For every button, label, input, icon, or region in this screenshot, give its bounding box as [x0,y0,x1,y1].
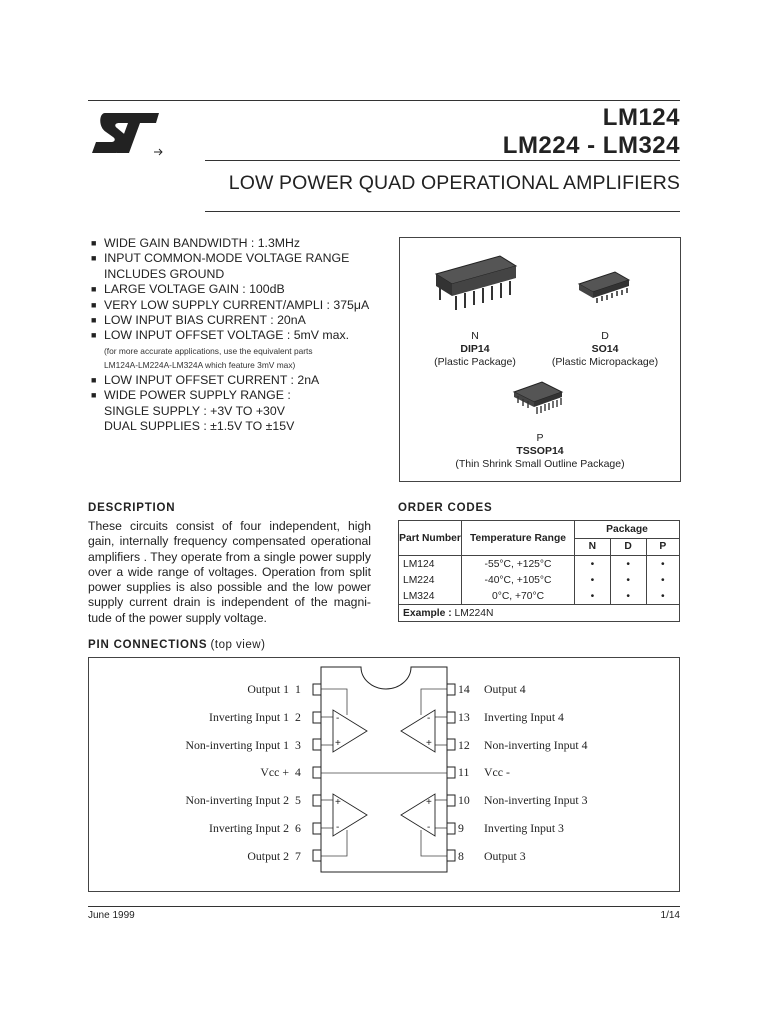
col-part-number: Part Number [399,521,462,556]
package-label-p [440,432,640,471]
package-code: N [471,330,479,342]
order-cell-part: LM224 [399,572,462,588]
col-pkg-p: P [646,538,679,556]
pin-label-left: Output 1 [247,682,289,696]
feature-item [91,373,381,388]
pin-label-right: Output 4 [484,682,526,696]
feature-text: WIDE GAIN BANDWIDTH : 1.3MHz [104,236,301,250]
pin-label-left: Vcc + [260,765,289,780]
pin-heading-note: (top view) [210,639,266,651]
description-text: These circuits consist of four independent, high gain, internally frequency compensated operational amplifiers . They operate from a single power supply over a wide range of voltages. Operation from split power supplies is also possible and the low power supply current drain is independent of the magni-tude of the power supply voltage. [88,519,371,625]
order-cell-temp: -55°C, +125°C [462,556,575,573]
bullet-icon: ■ [91,330,97,341]
order-cell-n: • [575,588,611,605]
feature-item [91,298,381,313]
pin-label-right: Inverting Input 3 [484,821,564,835]
feature-item [91,251,381,282]
pin-number-left: 5 [295,793,301,808]
svg-text:-: - [336,822,340,833]
svg-text:+: + [426,738,432,749]
order-row [399,588,680,605]
pin-number-right: 10 [458,793,470,808]
tssop14-package-image [510,378,570,420]
feature-note: LM124A-LM224A-LM324A which feature 3mV max) [104,360,296,371]
example-label: Example : [403,607,452,619]
svg-text:+: + [335,738,341,749]
order-cell-part: LM324 [399,588,462,605]
pin-number-left: 3 [295,737,301,752]
top-rule [88,100,680,101]
feature-text: WIDE POWER SUPPLY RANGE : [104,388,291,403]
svg-text:-: - [427,822,431,833]
pin-connections-heading [88,639,265,651]
col-temperature-range: Temperature Range [462,521,575,556]
package-label-d [545,330,665,369]
col-package: Package [575,521,680,539]
order-cell-p: • [646,556,679,573]
pin-number-left: 6 [295,821,301,835]
order-cell-n: • [575,572,611,588]
feature-text: INPUT COMMON-MODE VOLTAGE RANGE [104,251,350,266]
pin-number-left: 7 [295,848,301,863]
feature-item [91,282,381,297]
example-row [399,605,680,622]
bullet-icon: ■ [91,299,97,310]
bullet-icon: ■ [91,238,97,248]
feature-item [91,313,381,328]
package-box [399,237,681,482]
pin-label-left: Inverting Input 1 [209,709,289,724]
order-cell-d: • [610,556,646,573]
example-value: LM224N [454,607,494,619]
order-cell-p: • [646,588,679,605]
pin-label-left: Output 2 [247,848,289,863]
order-cell-d: • [610,572,646,588]
feature-text: LOW INPUT BIAS CURRENT : 20nA [104,313,306,328]
pin-label-right: Output 3 [484,848,526,863]
svg-text:+: + [335,797,341,808]
so14-package-image [575,268,635,308]
footer-rule [88,906,680,907]
pin-number-left: 4 [295,765,301,780]
pin-number-right: 12 [458,737,470,752]
package-name: DIP14 [460,343,490,355]
package-code: P [536,432,544,444]
pin-number-left: 1 [295,682,301,696]
bullet-icon: ■ [91,284,97,295]
footer-page-number: 1/14 [660,910,680,921]
feature-text: LARGE VOLTAGE GAIN : 100dB [104,282,285,297]
feature-item [91,388,381,434]
package-desc: (Plastic Micropackage) [551,356,659,368]
feature-item [91,328,381,372]
pin-label-left: Non-inverting Input 2 [185,793,289,808]
description-heading: DESCRIPTION [88,502,176,514]
bullet-icon: ■ [91,390,97,401]
bullet-icon: ■ [91,253,97,264]
order-row [399,572,680,588]
pin-label-right: Non-inverting Input 4 [484,737,588,752]
pin-label-left: Inverting Input 2 [209,821,289,835]
order-cell-d: • [610,588,646,605]
subtitle-rule [205,211,680,212]
feature-text: LOW INPUT OFFSET CURRENT : 2nA [104,372,320,387]
feature-note: (for more accurate applications, use the equivalent parts [104,345,313,356]
st-logo [89,109,169,164]
pin-number-right: 11 [458,765,470,780]
pin-label-right: Non-inverting Input 3 [484,793,588,808]
svg-text:-: - [427,713,431,724]
document-subtitle: LOW POWER QUAD OPERATIONAL AMPLIFIERS [228,172,680,194]
order-cell-temp: -40°C, +105°C [462,572,575,588]
dip14-package-image [430,252,520,322]
features-list [91,236,381,434]
feature-item [91,236,381,251]
bullet-icon: ■ [91,315,97,326]
feature-continuation: DUAL SUPPLIES : ±1.5V TO ±15V [104,419,295,434]
pin-heading-text: PIN CONNECTIONS [88,639,208,651]
package-name: SO14 [591,343,619,355]
col-pkg-d: D [610,538,646,556]
feature-continuation: INCLUDES GROUND [104,266,225,281]
pin-number-right: 8 [458,848,464,863]
feature-text: LOW INPUT OFFSET VOLTAGE : 5mV max. [104,328,350,343]
order-codes-table [398,520,680,622]
part-number-title-1: LM124 [602,104,680,131]
order-row [399,556,680,573]
pin-number-right: 13 [458,709,470,724]
order-cell-p: • [646,572,679,588]
svg-text:-: - [336,713,340,724]
pin-label-left: Non-inverting Input 1 [185,737,289,752]
col-pkg-n: N [575,538,611,556]
ic-pinout-diagram [89,658,679,891]
order-cell-part: LM124 [399,556,462,573]
order-cell-n: • [575,556,611,573]
package-desc: (Thin Shrink Small Outline Package) [455,458,625,470]
pin-number-right: 14 [458,682,470,696]
footer-date: June 1999 [88,910,135,921]
pin-number-right: 9 [458,821,464,835]
feature-text: VERY LOW SUPPLY CURRENT/AMPLI : 375μA [104,297,370,312]
svg-text:+: + [426,797,432,808]
feature-continuation: SINGLE SUPPLY : +3V TO +30V [104,403,285,418]
package-desc: (Plastic Package) [434,356,516,368]
package-label-n [420,330,530,369]
pin-diagram-box [88,657,680,892]
title-rule [205,160,680,161]
package-name: TSSOP14 [516,445,564,457]
pin-number-left: 2 [295,709,301,724]
pin-label-right: Inverting Input 4 [484,709,564,724]
pin-label-right: Vcc - [484,765,510,780]
order-cell-temp: 0°C, +70°C [462,588,575,605]
order-codes-heading: ORDER CODES [398,502,493,514]
package-code: D [601,330,609,342]
part-number-title-2: LM224 - LM324 [502,132,680,159]
bullet-icon: ■ [91,374,97,385]
